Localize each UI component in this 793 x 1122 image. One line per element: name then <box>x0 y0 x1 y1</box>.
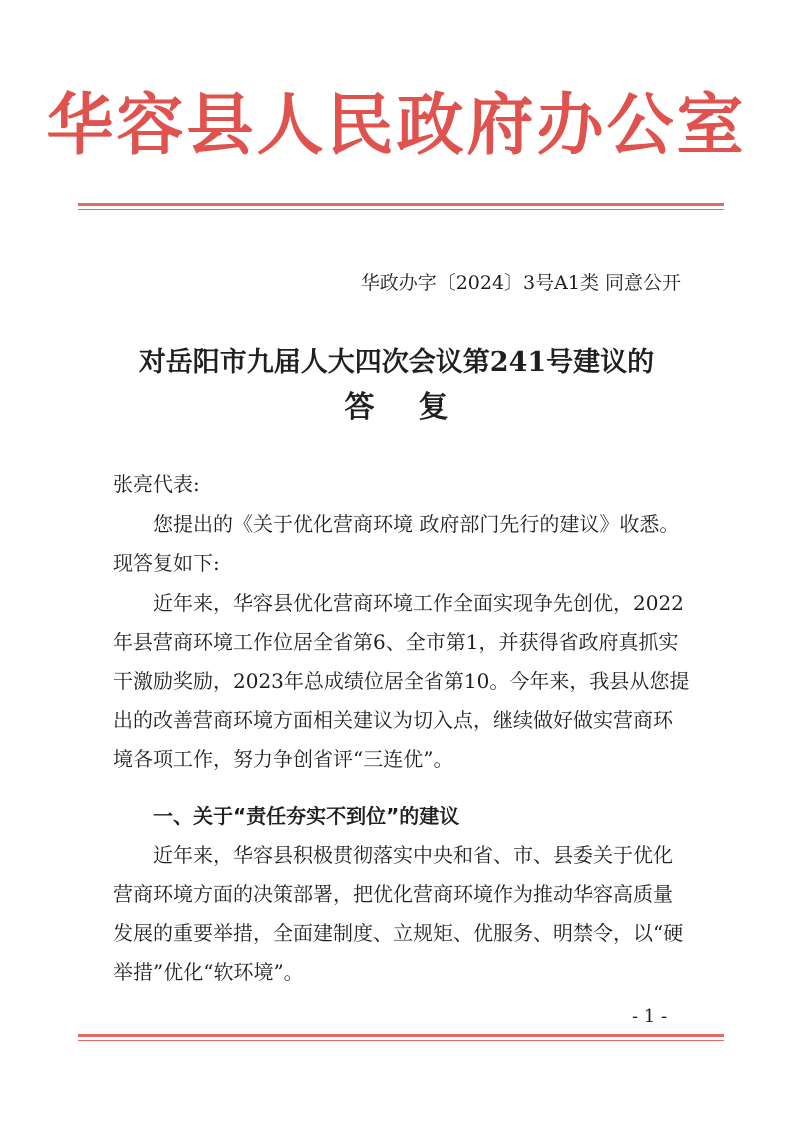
page-number: - 1 - <box>632 1006 668 1027</box>
footer-rule-thin <box>78 1040 724 1041</box>
section-heading-1: 一、关于“责任夯实不到位”的建议 <box>153 804 460 828</box>
footer-rule-thick <box>78 1034 724 1037</box>
paragraph-section-1: 近年来，华容县积极贯彻落实中央和省、市、县委关于优化营商环境方面的决策部署，把优化营商环境作为推动华容高质量发展的重要举措，全面建制度、立规矩、优服务、明禁令，以“硬举措”优化“软环境”。 <box>113 843 684 984</box>
salutation: 张亮代表: <box>113 472 200 496</box>
document-title-line1: 对岳阳市九届人大四次会议第241号建议的 <box>138 347 655 378</box>
title-char-fu: 复 <box>418 390 449 425</box>
masthead-title: 华容县人民政府办公室 <box>46 86 747 164</box>
paragraph-acknowledgement: 您提出的《关于优化营商环境 政府部门先行的建议》收悉。现答复如下: <box>113 512 680 575</box>
masthead-rule-thick <box>78 203 724 206</box>
paragraph-background: 近年来，华容县优化营商环境工作全面实现争先创优，2022年县营商环境工作位居全省第6、全市第1，并获得省政府真抓实干激励奖励，2023年总成绩位居全省第10。今年来，我县从您提出的改善营商环境方面相关建议为切入点，继续做好做实营商环境各项工作，努力争创省评“三连优”。 <box>113 591 690 771</box>
document-title-line2 <box>0 382 793 426</box>
document-number: 华政办字〔2024〕3号A1类 同意公开 <box>360 272 681 294</box>
masthead-rule-thin <box>78 209 724 210</box>
title-char-da: 答 <box>344 390 375 425</box>
